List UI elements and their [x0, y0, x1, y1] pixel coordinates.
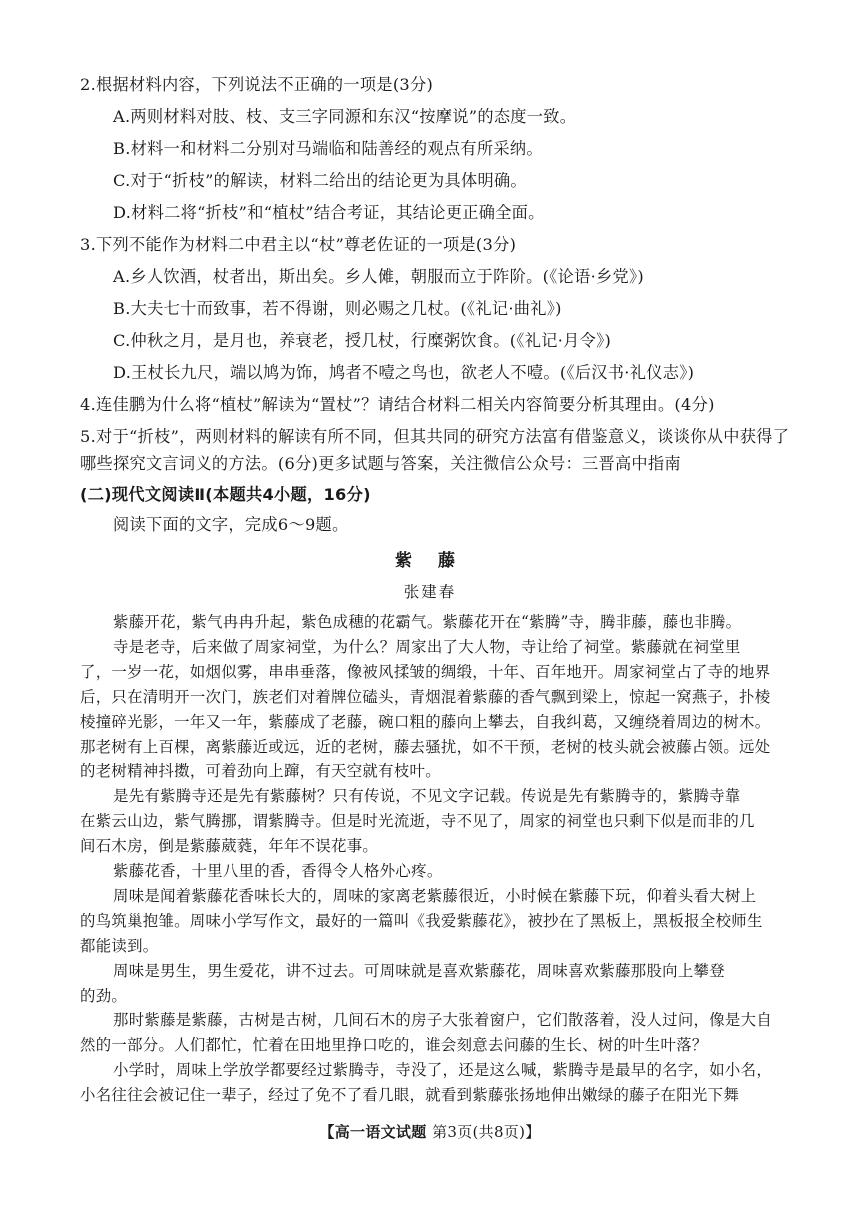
article-author: 张建春: [403, 583, 457, 601]
article-line: 紫藤花香，十里八里的香，香得令人格外心疼。: [113, 862, 443, 880]
article-line: 间石木房，倒是紫藤葳蕤，年年不误花事。: [80, 837, 379, 856]
article-line: 那时紫藤是紫藤，古树是古树，几间石木的房子大张着窗户，它们散落着，没人过问，像是大自: [113, 1011, 773, 1030]
footer-page-number: 第3页(共8页)】: [432, 1123, 541, 1141]
question-2-stem: 2.根据材料内容，下列说法不正确的一项是(3分): [80, 75, 434, 94]
article-line: 周味是闻着紫藤花香味长大的，周味的家离老紫藤很近，小时候在紫藤下玩，仰着头看大树上: [113, 886, 757, 905]
question-3-option-d: D.王杖长九尺，端以鸠为饰，鸠者不噎之鸟也，欲老人不噎。(《后汉书·礼仪志》): [113, 363, 695, 382]
article-line: 周味是男生，男生爱花，讲不过去。可周味就是喜欢紫藤花，周味喜欢紫藤那股向上攀登: [113, 961, 725, 980]
article-line: 在紫云山边，紫气腾挪，谓紫腾寺。但是时光流逝，寺不见了，周家的祠堂也只剩下似是而非的几: [80, 812, 755, 831]
question-2-option-b: B.材料一和材料二分别对马端临和陆善经的观点有所采纳。: [113, 139, 543, 158]
question-3-stem: 3.下列不能作为材料二中君主以“杖”尊老佐证的一项是(3分): [80, 235, 517, 254]
article-line: 了，一岁一花，如烟似雾，串串垂落，像被风揉皱的绸缎，十年、百年地开。周家祠堂占了寺的地界: [80, 662, 771, 681]
question-4-stem: 4.连佳鹏为什么将“植杖”解读为“置杖”？请结合材料二相关内容简要分析其理由。(4分): [80, 395, 715, 414]
article-line: 然的一部分。人们都忙，忙着在田地里挣口吃的，谁会刻意去问藤的生长、树的叶生叶落？: [80, 1036, 708, 1055]
article-line: 的鸟筑巢抱雏。周味小学写作文，最好的一篇叫《我爱紫藤花》，被抄在了黑板上，黑板报全校师生: [80, 911, 763, 930]
article-line: 小名往往会被记住一辈子，经过了免不了看几眼，就看到紫藤张扬地伸出嫩绿的藤子在阳光下舞: [80, 1086, 740, 1105]
section-instruction: 阅读下面的文字，完成6～9题。: [113, 515, 349, 534]
page-footer: [0, 1122, 860, 1142]
question-3-option-a: A.乡人饮酒，杖者出，斯出矣。乡人傩，朝服而立于阼阶。(《论语·乡党》): [113, 267, 645, 286]
article-line: 小学时，周味上学放学都要经过紫腾寺，寺没了，还是这么喊，紫腾寺是最早的名字，如小名，: [113, 1061, 773, 1080]
article-line: 后，只在清明开一次门，族老们对着牌位磕头，青烟混着紫藤的香气飘到梁上，惊起一窝燕子，扑棱: [80, 687, 771, 706]
question-2-option-a: A.两则材料对肢、枝、支三字同源和东汉“按摩说”的态度一致。: [113, 107, 577, 126]
question-2-option-d: D.材料二将“折枝”和“植杖”结合考证，其结论更正确全面。: [113, 203, 545, 222]
article-line: 紫藤开花，紫气冉冉升起，紫色成穗的花霸气。紫藤花开在“紫腾”寺，腾非藤，藤也非腾。: [113, 613, 742, 631]
article-title: 紫 藤: [395, 551, 465, 571]
article-line: 的老树精神抖擞，可着劲向上蹿，有天空就有枝叶。: [80, 762, 441, 781]
section-heading: (二)现代文阅读Ⅱ(本题共4小题，16分): [80, 485, 371, 504]
question-2-option-c: C.对于“折枝”的解读，材料二给出的结论更为具体明确。: [113, 171, 527, 190]
question-5-stem-line-1: 5.对于“折枝”，两则材料的解读有所不同，但其共同的研究方法富有借鉴意义，谈谈你从中获得了: [80, 427, 790, 446]
article-line: 寺是老寺，后来做了周家祠堂，为什么？周家出了大人物，寺让给了祠堂。紫藤就在祠堂里: [113, 637, 741, 656]
article-line: 那老树有上百棵，离紫藤近或远，近的老树，藤去骚扰，如不干预，老树的枝头就会被藤占领。远处: [80, 737, 771, 756]
footer-label: 【高一语文试题: [319, 1123, 427, 1141]
question-3-option-b: B.大夫七十而致事，若不得谢，则必赐之几杖。(《礼记·曲礼》): [113, 299, 562, 318]
question-3-option-c: C.仲秋之月，是月也，养衰老，授几杖，行糜粥饮食。(《礼记·月令》): [113, 331, 612, 350]
article-line: 都能读到。: [80, 936, 159, 955]
article-line: 是先有紫腾寺还是先有紫藤树？只有传说，不见文字记载。传说是先有紫腾寺的，紫腾寺靠: [113, 787, 741, 806]
article-line: 的劲。: [80, 986, 128, 1005]
question-5-stem-line-2: 哪些探究文言词义的方法。(6分)更多试题与答案，关注微信公众号：三晋高中指南: [80, 454, 681, 473]
article-line: 棱撞碎光影，一年又一年，紫藤成了老藤，碗口粗的藤向上攀去，自我纠葛，又缠绕着周边的树木。: [80, 712, 771, 731]
